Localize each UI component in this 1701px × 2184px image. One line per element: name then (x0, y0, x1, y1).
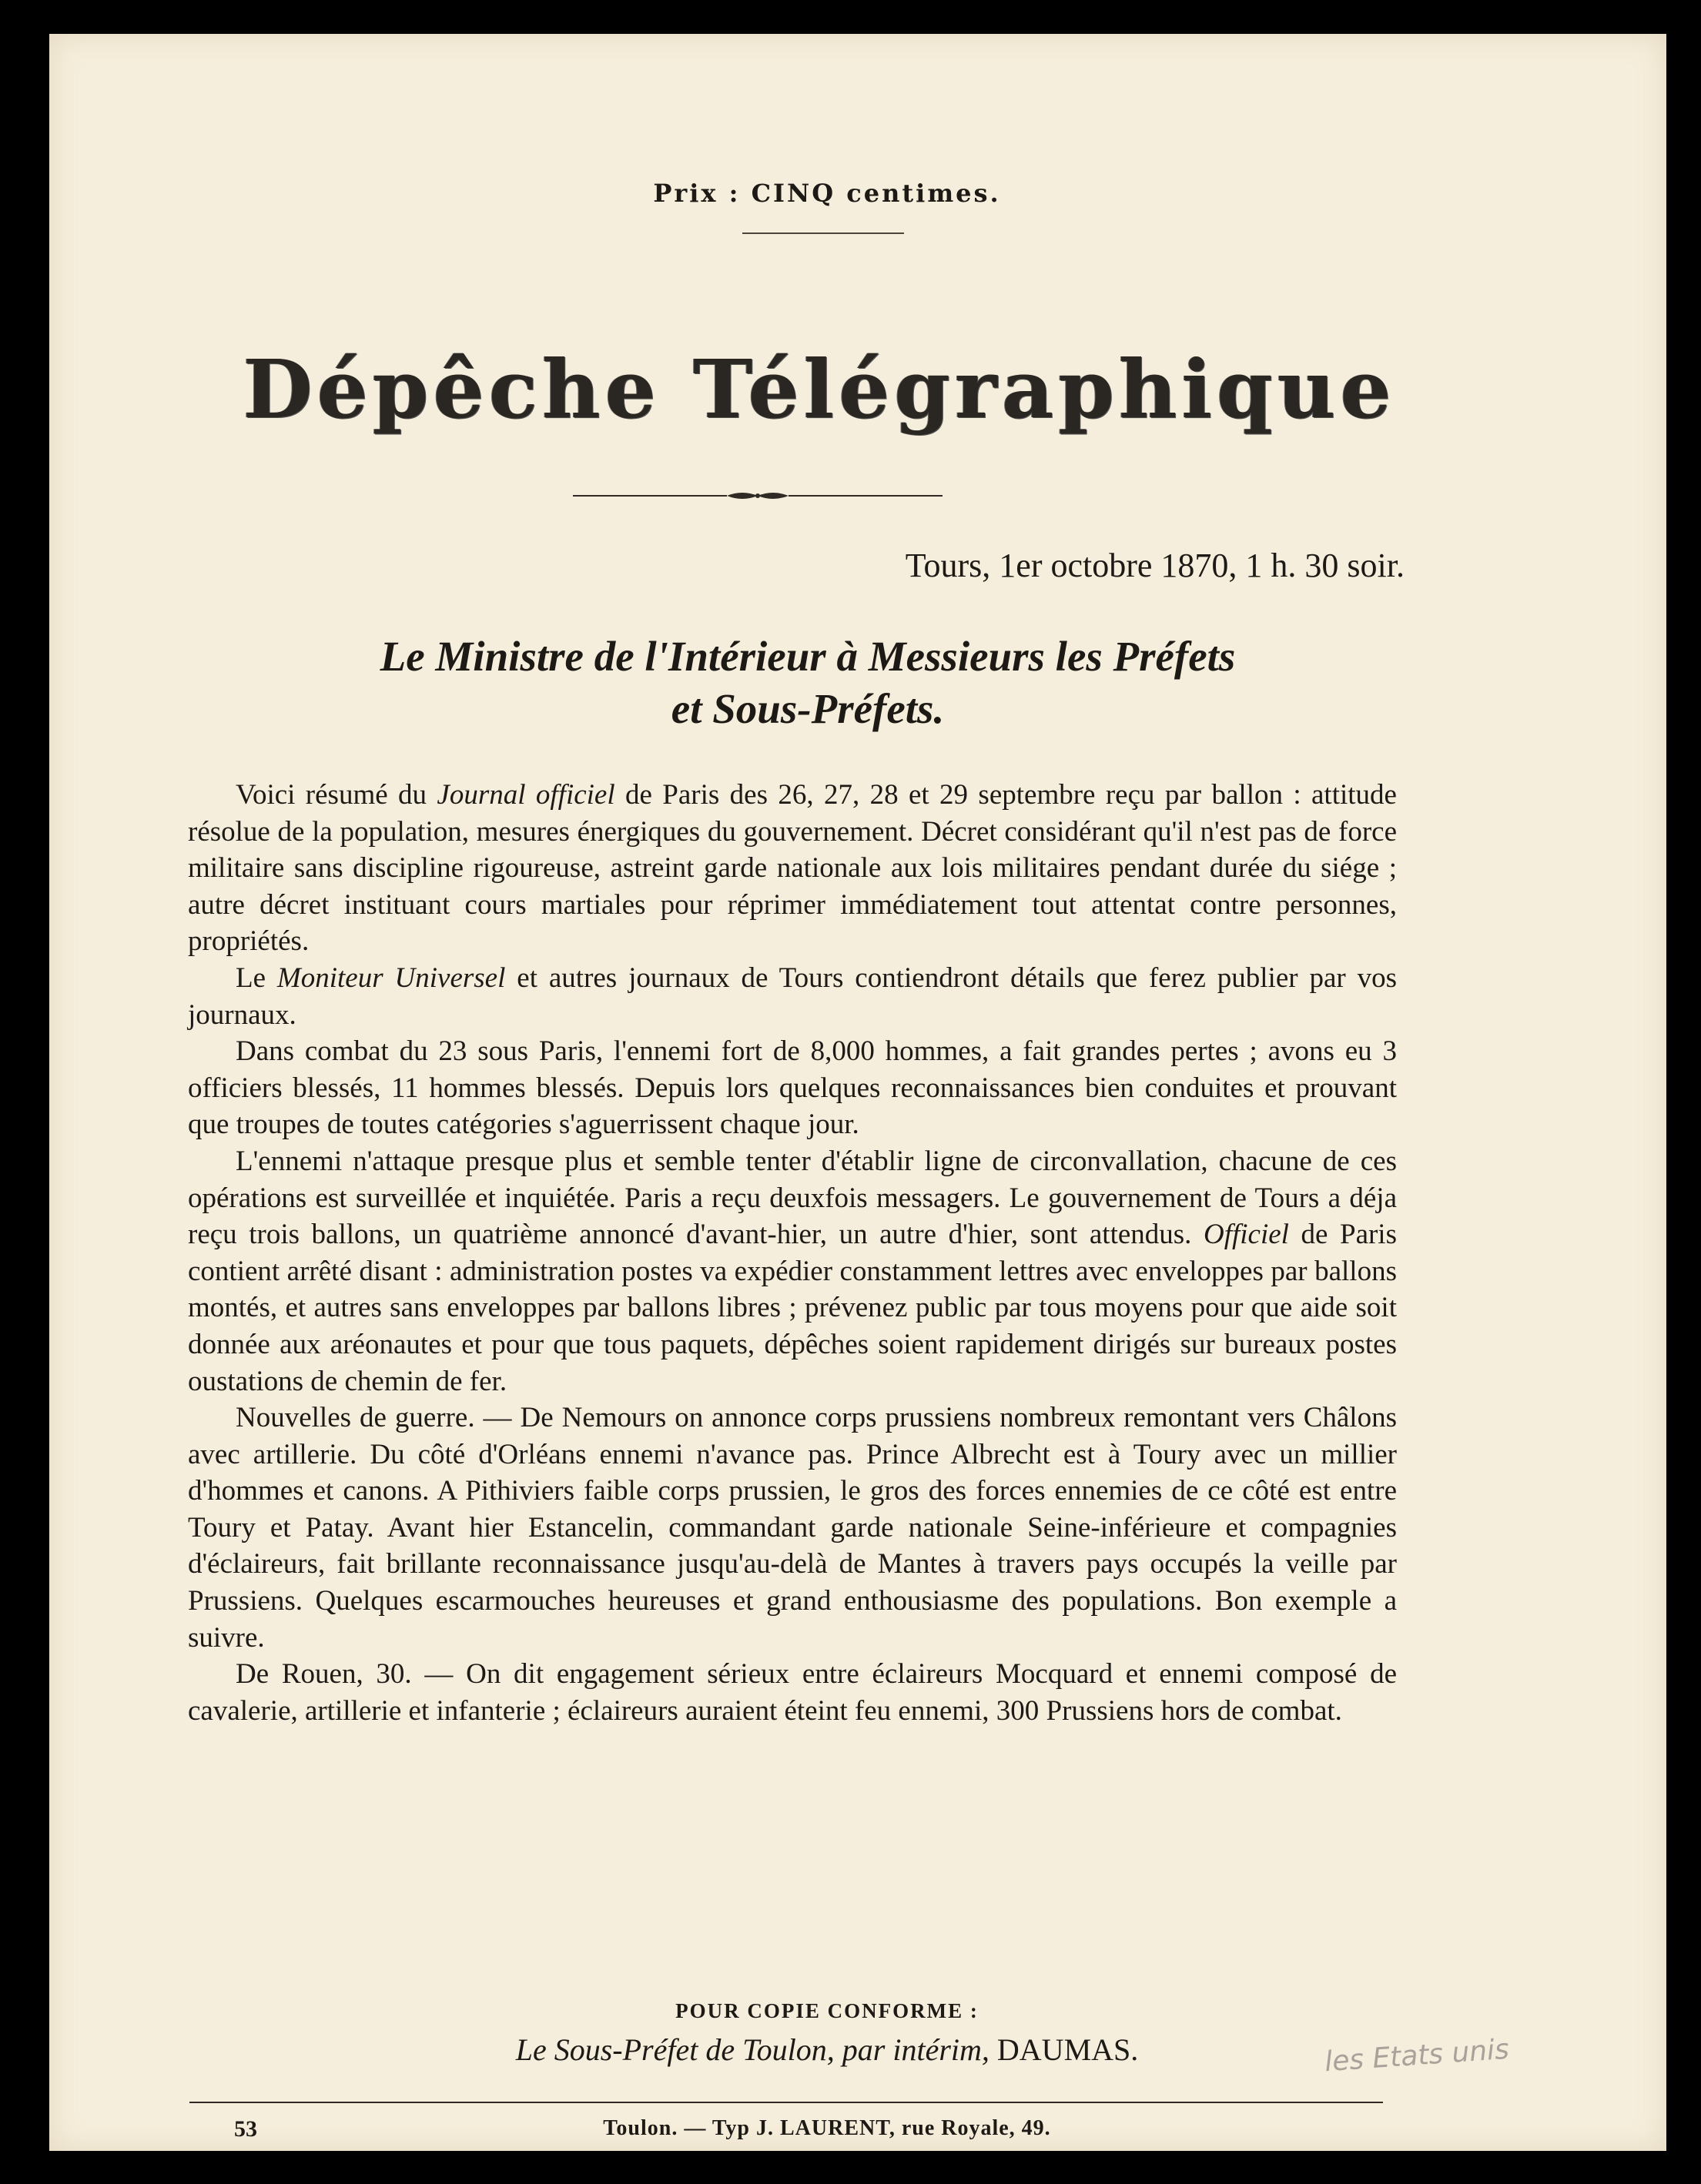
paragraph-journal-officiel: Voici résumé du Journal officiel de Paris des 26, 27, 28 et 29 septembre reçu par ballon : attitude résolue de la population, mesures énergiques du gouvernement. Décret considérant qu'il n'est pas de force militaire sans discipline rigoureuse, astreint garde nationale aux lois militaires pendant durée du siége ; autre décret instituant cours martiales pour réprimer immédiatement tout attentat contre personnes, propriétés. (188, 779, 1397, 958)
paragraph-nouvelles-guerre: Nouvelles de guerre. — De Nemours on annonce corps prussiens nombreux remontant vers Châlons avec artillerie. Du côté d'Orléans ennemi n'avance pas. Prince Albrecht est à Toury avec un millier d'hommes et canons. A Pithiviers faible corps prussien, le gros des forces ennemies de ce côté est entre Toury et Patay. Avant hier Estancelin, commandant garde nationale Seine-inférieure et compagnies d'éclaireurs, fait brillante reconnaissance jusqu'au-delà de Mantes à travers pays occupés la veille par Prussiens. Quelques escarmouches heureuses et grand enthousiasme des populations. Bon exemple a suivre. (188, 1402, 1397, 1654)
footer-rule (189, 2102, 1383, 2103)
officiel-title: Officiel (1203, 1219, 1289, 1251)
address-heading-line1: Le Ministre de l'Intérieur à Messieurs les Préfets (380, 633, 1236, 680)
paragraph-moniteur: Le Moniteur Universel et autres journaux de Tours contiendront détails que ferez publier par vos journaux. (188, 962, 1398, 1031)
signature-name: DAUMAS. (996, 2032, 1139, 2067)
ornament-rule (573, 488, 943, 503)
dateline: Tours, 1er octobre 1870, 1 h. 30 soir. (905, 547, 1405, 584)
printer-imprint: Toulon. — Typ J. LAURENT, rue Royale, 49. (603, 2116, 1051, 2140)
journal-officiel-title: Journal officiel (437, 779, 615, 811)
pencil-annotation: les Etats unis (1323, 2033, 1511, 2079)
short-rule (742, 232, 904, 234)
signature-role: Le Sous-Préfet de Toulon, par intérim, (515, 2032, 989, 2067)
copy-certification: POUR COPIE CONFORME : (675, 1999, 979, 2022)
address-heading (153, 630, 1462, 735)
moniteur-universel-title: Moniteur Universel (276, 962, 506, 994)
poster-title: Dépêche Télégraphique (243, 342, 1396, 436)
paragraph-combat: Dans combat du 23 sous Paris, l'ennemi fort de 8,000 hommes, a fait grandes pertes ; avons eu 3 officiers blessés, 11 hommes blessés. Depuis lors quelques reconnaissances bien conduites et prouvant que troupes de toutes catégories s'aguerrissent chaque jour. (188, 1035, 1397, 1141)
footer-number: 53 (234, 2116, 257, 2142)
dispatch-body (188, 777, 1397, 1729)
price-line: Prix : CINQ centimes. (653, 179, 1001, 208)
poster-sheet (49, 34, 1666, 2151)
paragraph-rouen: De Rouen, 30. — On dit engagement sérieux entre éclaireurs Mocquard et ennemi composé de cavalerie, artillerie et infanterie ; éclaireurs auraient éteint feu ennemi, 300 Prussiens hors de combat. (188, 1658, 1397, 1727)
paragraph-circonvallation: L'ennemi n'attaque presque plus et semble tenter d'établir ligne de circonvallation, chacune de ces opérations est surveillée et inquiétée. Paris a reçu deuxfois messagers. Le gouvernement de Tours a déja reçu trois ballons, un quatrième annoncé d'avant-hier, un autre d'hier, sont attendus. Officiel de Paris contient arrêté disant : administration postes va expédier constamment lettres avec enveloppes par ballons montés, et autres sans enveloppes par ballons libres ; prévenez public par tous moyens pour que aide soit donnée aux aréonautes et pour que tous paquets, dépêches soient rapidement dirigés sur bureaux postes oustations de chemin de fer. (188, 1145, 1397, 1397)
address-heading-line2: et Sous-Préfets. (671, 685, 945, 732)
